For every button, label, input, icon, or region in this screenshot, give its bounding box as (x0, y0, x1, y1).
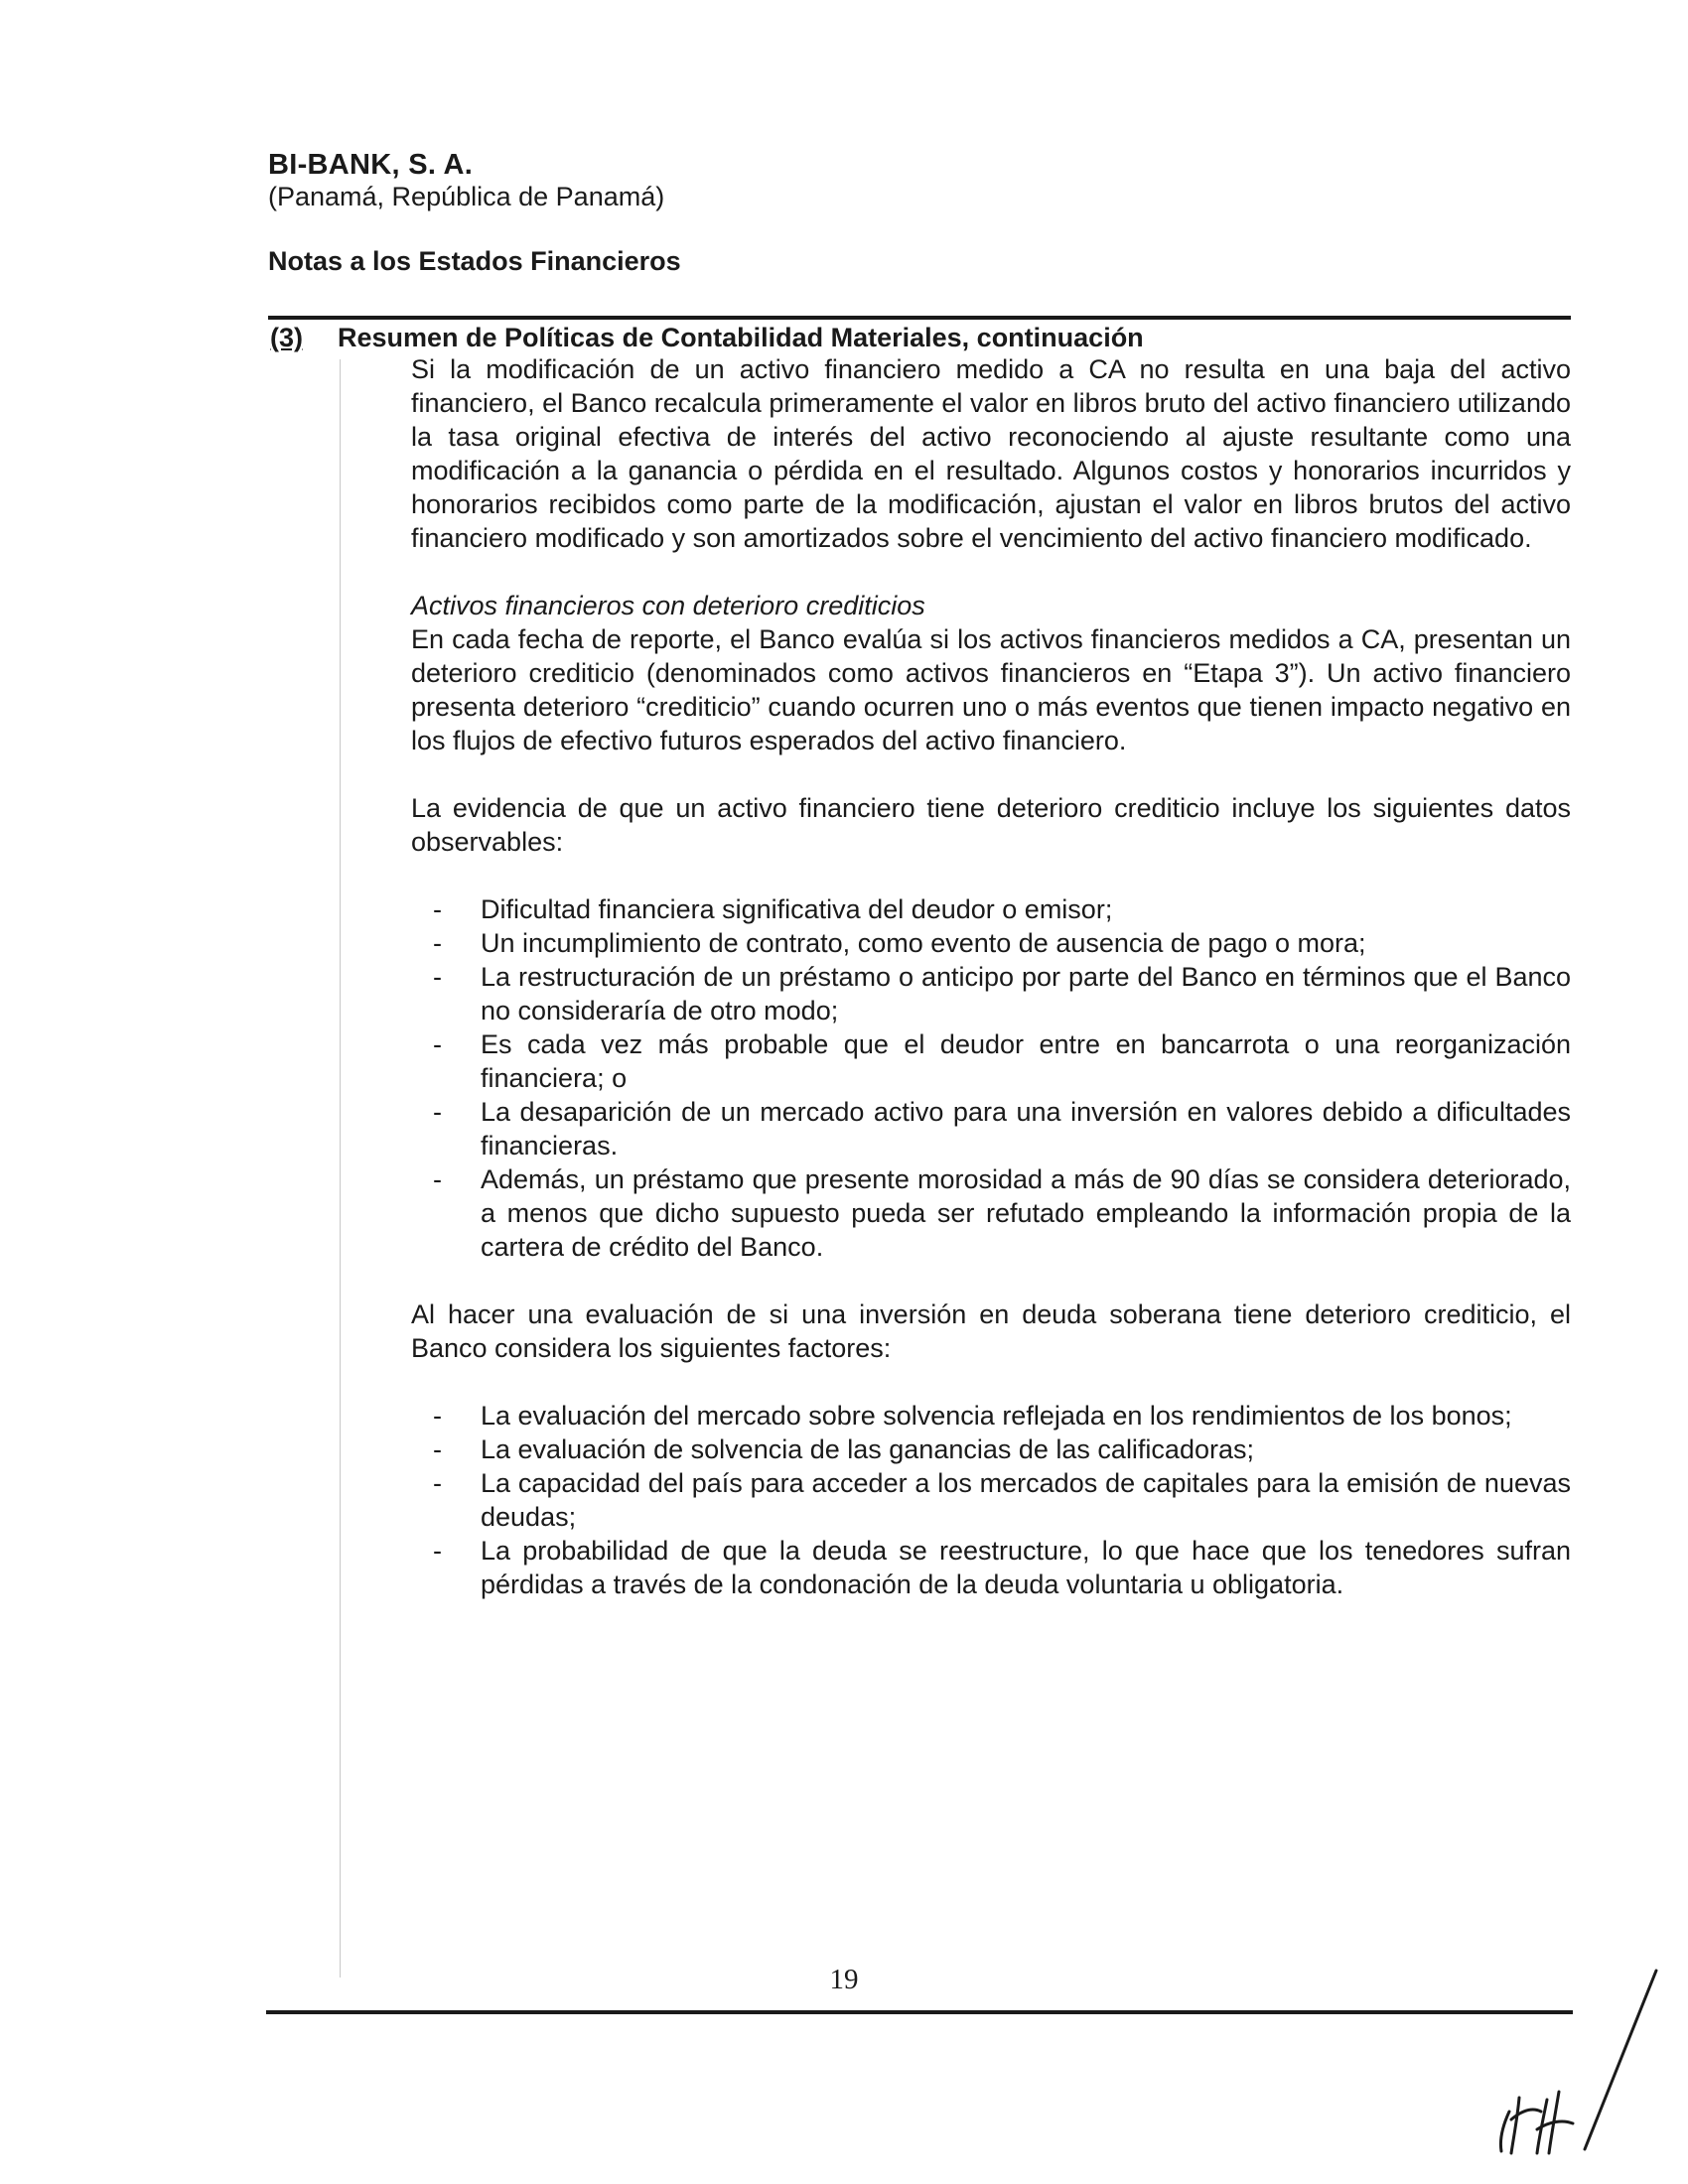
evidence-list (411, 892, 1571, 1264)
list-item: - La evaluación del mercado sobre solvencia reflejada en los rendimientos de los bonos; (433, 1401, 1512, 1431)
bullet-dash: - (433, 1164, 442, 1194)
list-item: - La restructuración de un préstamo o anticipo por parte del Banco en términos que el Banco no consideraría de otro modo; (433, 962, 1571, 1025)
paragraph-sovereign-debt: Al hacer una evaluación de si una inversión en deuda soberana tiene deterioro crediticio, el Banco considera los siguientes factores: (411, 1299, 1571, 1363)
list-item: - Es cada vez más probable que el deudor entre en bancarrota o una reorganización financiera; o (433, 1029, 1571, 1093)
bullet-dash: - (433, 1468, 442, 1498)
list-item: - La capacidad del país para acceder a los mercados de capitales para la emisión de nuevas deudas; (433, 1468, 1571, 1532)
bullet-dash: - (433, 1097, 442, 1127)
section-title: Resumen de Políticas de Contabilidad Materiales, continuación (338, 323, 1144, 352)
bullet-dash: - (433, 928, 442, 958)
list-item: - Un incumplimiento de contrato, como evento de ausencia de pago o mora; (433, 928, 1366, 958)
list-item: - La desaparición de un mercado activo para una inversión en valores debido a dificultades financieras. (433, 1097, 1571, 1160)
header-rule (268, 316, 1571, 320)
page-number: 19 (829, 1964, 859, 1995)
factors-list (411, 1399, 1571, 1601)
bullet-dash: - (433, 962, 442, 992)
list-item: - La evaluación de solvencia de las ganancias de las calificadoras; (433, 1434, 1254, 1464)
section-body (411, 352, 1571, 1601)
document-title: Notas a los Estados Financieros (268, 246, 681, 276)
bullet-dash: - (433, 1029, 442, 1059)
company-name: BI-BANK, S. A. (268, 149, 474, 181)
bullet-dash: - (433, 1536, 442, 1566)
section-number: (3) (270, 323, 303, 352)
subheading-credit-impaired: Activos financieros con deterioro crediticios (411, 591, 925, 620)
list-item: - Además, un préstamo que presente morosidad a más de 90 días se considera deteriorado, a menos que dicho supuesto pueda ser refutado empleando la información propia de la cartera de crédito del Banco. (433, 1164, 1571, 1262)
bullet-dash: - (433, 1434, 442, 1464)
paragraph-reporting-date: En cada fecha de reporte, el Banco evalúa si los activos financieros medidos a CA, presentan un deterioro crediticio (denominados como activos financieros en “Etapa 3”). Un activo financiero presenta deterioro “crediticio” cuando ocurren uno o más eventos que tienen impacto negativo en los flujos de efectivo futuros esperados del activo financiero. (411, 624, 1571, 755)
bullet-dash: - (433, 1401, 442, 1431)
company-location: (Panamá, República de Panamá) (268, 182, 665, 211)
signature-initials (1489, 1961, 1668, 2159)
footer-rule (266, 2010, 1573, 2014)
bullet-dash: - (433, 894, 442, 924)
paragraph-evidence: La evidencia de que un activo financiero tiene deterioro crediticio incluye los siguientes datos observables: (411, 793, 1571, 857)
list-item: - La probabilidad de que la deuda se reestructure, lo que hace que los tenedores sufran pérdidas a través de la condonación de la deuda voluntaria u obligatoria. (433, 1536, 1571, 1599)
list-item: - Dificultad financiera significativa del deudor o emisor; (433, 894, 1113, 924)
margin-line (340, 359, 341, 1978)
paragraph-modification: Si la modificación de un activo financiero medido a CA no resulta en una baja del activo financiero, el Banco recalcula primeramente el valor en libros bruto del activo financiero utilizando la tasa original efectiva de interés del activo reconociendo al ajuste resultante como una modificación a la ganancia o pérdida en el resultado. Algunos costos y honorarios incurridos y honorarios recibidos como parte de la modificación, ajustan el valor en libros brutos del activo financiero modificado y son amortizados sobre el vencimiento del activo financiero modificado. (411, 354, 1571, 553)
